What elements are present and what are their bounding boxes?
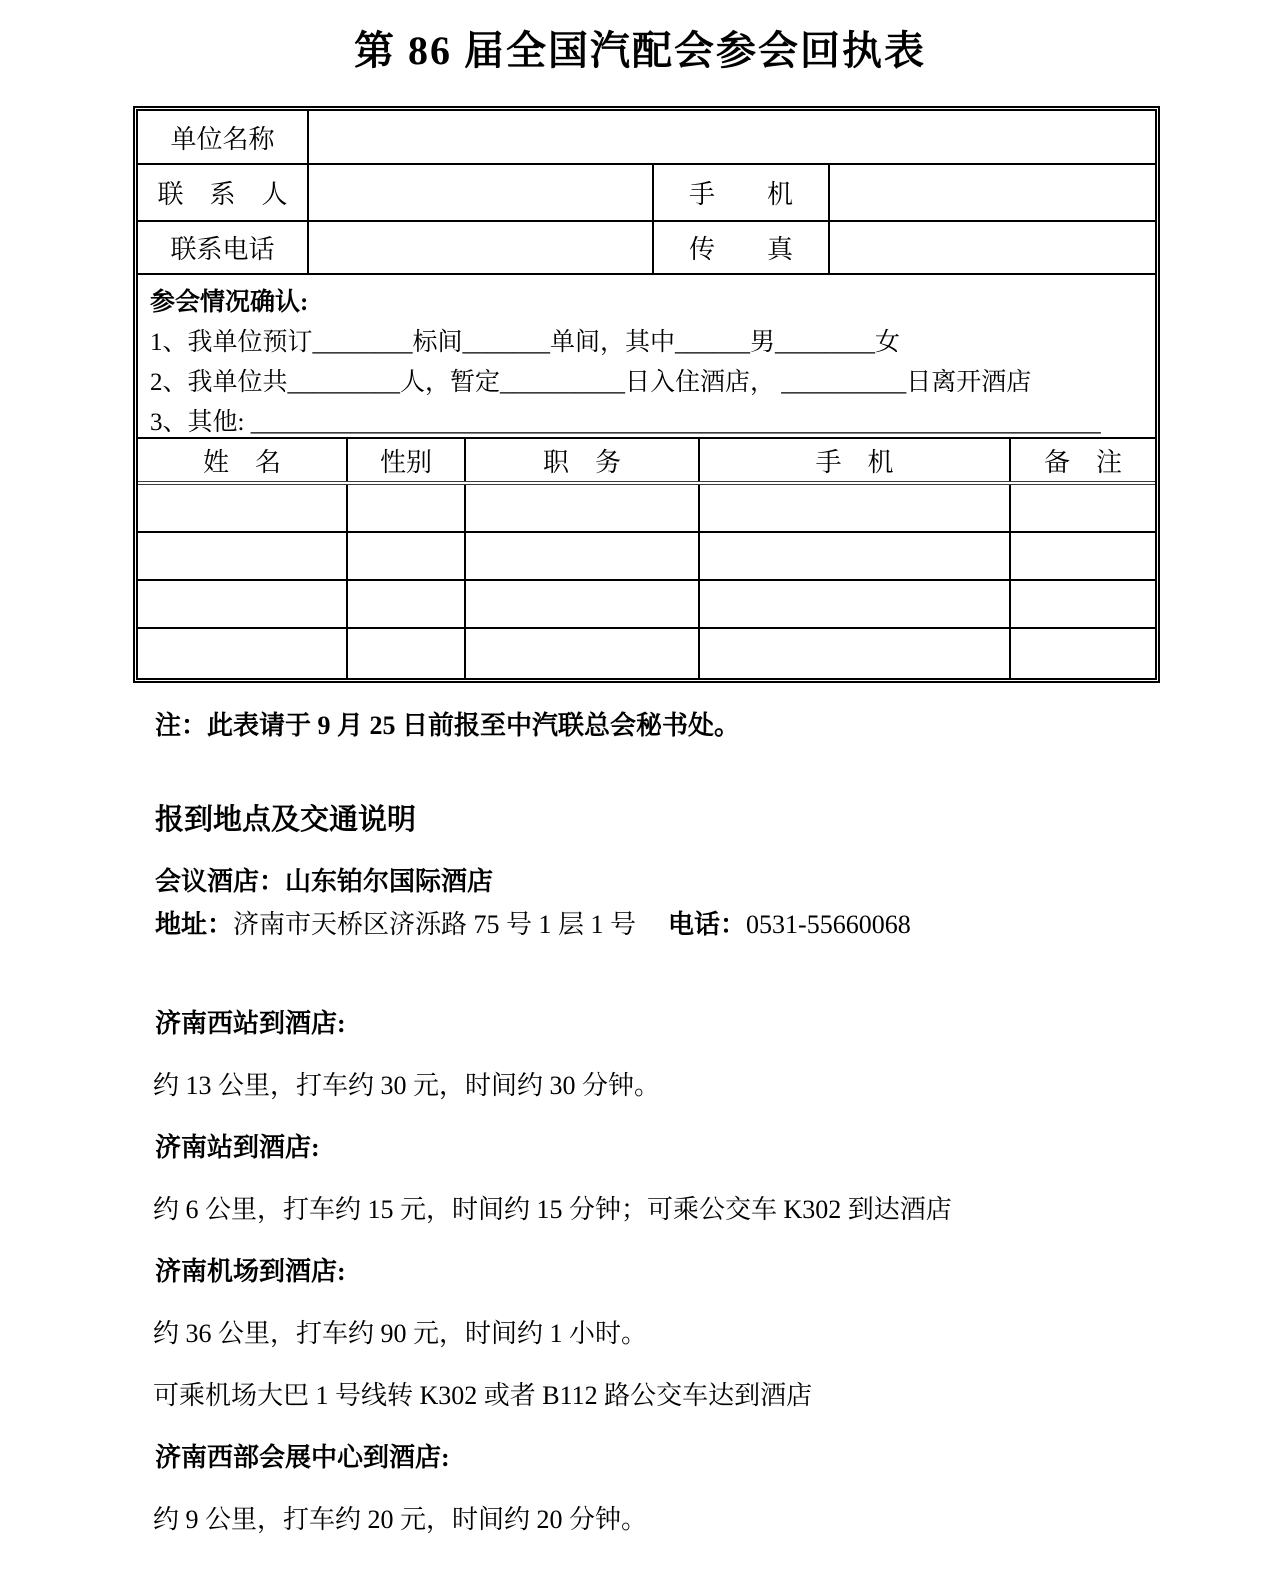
section-jinan-station-text: 约 6 公里，打车约 15 元，时间约 15 分钟；可乘公交车 K302 到达酒店 [153, 1195, 952, 1224]
roster-cell[interactable] [466, 485, 700, 531]
roster-cell[interactable] [348, 485, 466, 531]
roster-row-2 [138, 533, 1155, 581]
mobile-label: 手 机 [654, 165, 830, 220]
roster-header-name: 姓 名 [138, 439, 348, 481]
roster-cell[interactable] [348, 581, 466, 627]
fax-label: 传 真 [654, 222, 830, 273]
telephone-value: 0531-55660068 [746, 910, 911, 939]
registration-form-table [133, 106, 1160, 683]
deadline-note: 注：此表请于 9 月 25 日前报至中汽联总会秘书处。 [155, 711, 741, 740]
confirmation-line-2: 2、我单位共_________人，暂定__________日入住酒店， __________日离开酒店 [150, 369, 1032, 396]
phone-row [138, 222, 1155, 275]
roster-cell[interactable] [348, 629, 466, 678]
roster-cell[interactable] [1011, 485, 1155, 531]
roster-cell[interactable] [700, 629, 1011, 678]
roster-cell[interactable] [466, 581, 700, 627]
roster-cell[interactable] [700, 581, 1011, 627]
roster-header-gender: 性别 [348, 439, 466, 481]
roster-cell[interactable] [466, 629, 700, 678]
confirmation-heading: 参会情况确认: [150, 289, 309, 316]
roster-cell[interactable] [348, 533, 466, 579]
roster-cell[interactable] [700, 533, 1011, 579]
section-west-station-heading: 济南西站到酒店: [155, 1009, 346, 1038]
unit-name-input-cell[interactable] [309, 111, 1155, 163]
roster-row-4 [138, 629, 1155, 678]
directions-heading: 报到地点及交通说明 [155, 804, 417, 836]
confirmation-section [138, 275, 1155, 439]
section-airport-text-1: 约 36 公里，打车约 90 元，时间约 1 小时。 [153, 1319, 648, 1348]
telephone-label: 电话： [668, 910, 747, 939]
section-airport-heading: 济南机场到酒店: [155, 1257, 346, 1286]
roster-row-3 [138, 581, 1155, 629]
roster-cell[interactable] [138, 581, 348, 627]
section-expo-center-heading: 济南西部会展中心到酒店: [155, 1443, 450, 1472]
roster-header-position: 职 务 [466, 439, 700, 481]
address-label: 地址： [155, 910, 234, 939]
contact-input-cell[interactable] [309, 165, 654, 220]
roster-cell[interactable] [138, 533, 348, 579]
phone-label: 联系电话 [138, 222, 309, 273]
roster-row-1 [138, 485, 1155, 533]
roster-header-row [138, 439, 1155, 485]
page-title: 第 86 届全国汽配会参会回执表 [354, 28, 926, 73]
confirmation-line-3-blank[interactable]: ____________________________________________________________________ [250, 409, 1101, 436]
contact-row [138, 165, 1155, 222]
phone-input-cell[interactable] [309, 222, 654, 273]
roster-header-mobile: 手 机 [700, 439, 1011, 481]
roster-cell[interactable] [1011, 533, 1155, 579]
fax-input-cell[interactable] [830, 222, 1155, 273]
contact-label: 联 系 人 [138, 165, 309, 220]
section-airport-text-2: 可乘机场大巴 1 号线转 K302 或者 B112 路公交车达到酒店 [153, 1381, 813, 1410]
hotel-label: 会议酒店： [155, 867, 286, 896]
section-west-station-text: 约 13 公里，打车约 30 元，时间约 30 分钟。 [153, 1071, 661, 1100]
section-jinan-station-heading: 济南站到酒店: [155, 1133, 320, 1162]
roster-cell[interactable] [1011, 629, 1155, 678]
section-expo-center-text: 约 9 公里，打车约 20 元，时间约 20 分钟。 [153, 1505, 648, 1534]
confirmation-line-3 [150, 403, 1143, 439]
roster-cell[interactable] [138, 485, 348, 531]
roster-cell[interactable] [700, 485, 1011, 531]
roster-cell[interactable] [1011, 581, 1155, 627]
address-line [155, 907, 1280, 943]
roster-cell[interactable] [138, 629, 348, 678]
roster-header-remark: 备 注 [1043, 447, 1122, 477]
unit-name-row [138, 111, 1155, 165]
confirmation-line-1: 1、我单位预订________标间_______单间，其中______男________女 [150, 329, 901, 356]
mobile-input-cell[interactable] [830, 165, 1155, 220]
hotel-name: 山东铂尔国际酒店 [285, 867, 494, 896]
roster-cell[interactable] [466, 533, 700, 579]
unit-name-label: 单位名称 [138, 111, 309, 163]
hotel-line [155, 865, 1280, 899]
confirmation-line-3-prefix: 3、其他: [150, 409, 251, 436]
address-value: 济南市天桥区济泺路 75 号 1 层 1 号 [233, 910, 637, 939]
